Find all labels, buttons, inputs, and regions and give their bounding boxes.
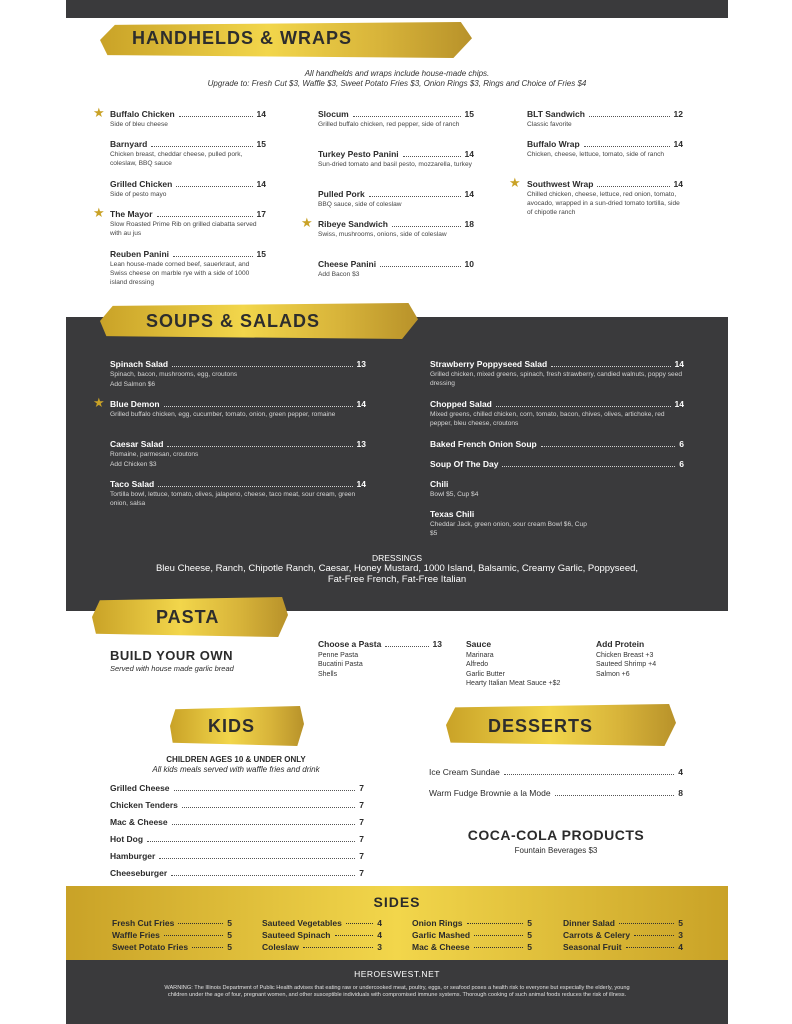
item-name: Dinner Salad bbox=[563, 918, 615, 928]
item-name: Sweet Potato Fries bbox=[112, 942, 189, 952]
protein-option: Chicken Breast +3 bbox=[596, 651, 654, 659]
star-icon: ★ bbox=[93, 105, 105, 120]
item-desc: Romaine, parmesan, croutons bbox=[110, 451, 199, 458]
side-item bbox=[563, 918, 683, 928]
sides-section bbox=[66, 886, 728, 960]
menu-item bbox=[527, 109, 683, 129]
menu-page bbox=[66, 0, 728, 1024]
item-price: 15 bbox=[256, 249, 266, 259]
item-price: 18 bbox=[464, 219, 474, 229]
coke-title: COCA-COLA PRODUCTS bbox=[467, 827, 645, 843]
dessert-item bbox=[429, 788, 683, 798]
menu-item bbox=[430, 399, 684, 428]
item-price: 13 bbox=[356, 439, 366, 449]
item-price: 5 bbox=[227, 942, 232, 952]
website-link[interactable]: HEROESWEST.NET bbox=[354, 969, 440, 979]
item-price: 4 bbox=[678, 942, 683, 952]
item-desc: Chicken, cheese, lettuce, tomato, side of ranch bbox=[527, 151, 665, 158]
side-item bbox=[112, 918, 232, 928]
kids-item bbox=[110, 834, 364, 844]
item-price: 7 bbox=[359, 817, 364, 827]
menu-item bbox=[110, 209, 266, 238]
item-desc: Spinach, bacon, mushrooms, egg, croutons bbox=[110, 371, 238, 378]
item-price: 12 bbox=[673, 109, 683, 119]
choose-pasta-head: Choose a Pasta bbox=[318, 639, 382, 649]
item-price: 7 bbox=[359, 800, 364, 810]
item-name: Grilled Cheese bbox=[110, 783, 170, 793]
item-name: Seasonal Fruit bbox=[563, 942, 622, 952]
menu-item bbox=[527, 179, 683, 217]
item-price: 5 bbox=[227, 918, 232, 928]
menu-item bbox=[318, 149, 474, 169]
item-name: Carrots & Celery bbox=[563, 930, 631, 940]
item-name: Soup Of The Day bbox=[430, 459, 499, 469]
item-name: Cheese Panini bbox=[318, 259, 377, 269]
handhelds-title: HANDHELDS & WRAPS bbox=[132, 28, 353, 48]
side-item bbox=[412, 942, 532, 952]
menu-item bbox=[430, 509, 590, 538]
kids-item bbox=[110, 851, 364, 861]
side-item bbox=[412, 930, 532, 940]
side-item bbox=[112, 930, 232, 940]
menu-item bbox=[527, 139, 683, 159]
item-price: 4 bbox=[678, 767, 683, 777]
item-price: 5 bbox=[527, 918, 532, 928]
sauce-option: Hearty Italian Meat Sauce +$2 bbox=[466, 680, 561, 687]
health-warning-2: children under the age of four, pregnant women, and other susceptible individuals with compromised immune systems. Thorough cooking of such animal foods reduces the risk of illness. bbox=[167, 992, 627, 998]
menu-item bbox=[318, 189, 474, 209]
item-price: 6 bbox=[679, 439, 684, 449]
side-item bbox=[262, 930, 382, 940]
item-price: 14 bbox=[673, 179, 683, 189]
side-item bbox=[563, 930, 683, 940]
item-price: 14 bbox=[356, 479, 366, 489]
menu-item bbox=[318, 259, 474, 279]
item-desc: Grilled buffalo chicken, red pepper, side of ranch bbox=[318, 121, 460, 128]
item-name: Spinach Salad bbox=[110, 359, 169, 369]
menu-item bbox=[430, 359, 684, 388]
item-name: Slocum bbox=[318, 109, 349, 119]
menu-item bbox=[110, 249, 266, 287]
menu-item bbox=[430, 439, 684, 449]
item-price: 4 bbox=[377, 918, 382, 928]
item-price: 5 bbox=[678, 918, 683, 928]
item-name: Fresh Cut Fries bbox=[112, 918, 175, 928]
item-name: Blue Demon bbox=[110, 399, 160, 409]
soups-title: SOUPS & SALADS bbox=[146, 311, 321, 331]
side-item bbox=[112, 942, 232, 952]
item-price: 14 bbox=[464, 149, 474, 159]
dessert-item bbox=[429, 767, 683, 777]
item-name: Waffle Fries bbox=[112, 930, 160, 940]
item-name: Onion Rings bbox=[412, 918, 463, 928]
item-name: Taco Salad bbox=[110, 479, 155, 489]
side-item bbox=[262, 918, 382, 928]
item-name: Mac & Cheese bbox=[412, 942, 470, 952]
build-your-own: BUILD YOUR OWN bbox=[110, 648, 234, 663]
item-desc: Tortilla bowl, lettuce, tomato, olives, jalapeno, cheese, taco meat, sour cream, green onion, salsa bbox=[110, 491, 356, 507]
menu-item bbox=[318, 109, 474, 129]
item-price: 14 bbox=[464, 189, 474, 199]
choose-pasta-price: 13 bbox=[432, 639, 442, 649]
item-price: 8 bbox=[678, 788, 683, 798]
handhelds-upgrade-note: Upgrade to: Fresh Cut $3, Waffle $3, Sweet Potato Fries $3, Onion Rings $3, Rings and Choice of Fries $4 bbox=[207, 79, 587, 88]
item-desc: Side of pesto mayo bbox=[110, 191, 167, 198]
kids-item bbox=[110, 783, 364, 793]
item-name: Cheeseburger bbox=[110, 868, 168, 878]
menu-item bbox=[430, 459, 684, 469]
item-name: Buffalo Chicken bbox=[110, 109, 175, 119]
pasta-option: Penne Pasta bbox=[318, 651, 359, 659]
sides-title: SIDES bbox=[373, 894, 421, 910]
item-price: 14 bbox=[674, 399, 684, 409]
protein-head: Add Protein bbox=[596, 639, 645, 649]
menu-item bbox=[110, 139, 266, 168]
menu-item bbox=[318, 219, 474, 239]
item-name: Barnyard bbox=[110, 139, 148, 149]
item-name: Hot Dog bbox=[110, 834, 144, 844]
item-desc: Bowl $5, Cup $4 bbox=[430, 491, 479, 498]
menu-item bbox=[110, 479, 366, 508]
item-price: 6 bbox=[679, 459, 684, 469]
dressings-list-2: Fat-Free French, Fat-Free Italian bbox=[327, 574, 467, 585]
item-desc: Add Bacon $3 bbox=[318, 271, 360, 278]
item-desc: Lean house-made corned beef, sauerkraut, and Swiss cheese on marble rye with a side of 1000 island dressing bbox=[110, 261, 250, 286]
item-name: Warm Fudge Brownie a la Mode bbox=[429, 788, 551, 798]
item-price: 15 bbox=[256, 139, 266, 149]
star-icon: ★ bbox=[509, 175, 521, 190]
coke-sub: Fountain Beverages $3 bbox=[514, 846, 598, 855]
item-desc: Sun-dried tomato and basil pesto, mozzarella, turkey bbox=[318, 161, 472, 168]
item-price: 3 bbox=[678, 930, 683, 940]
item-desc: Chicken breast, cheddar cheese, pulled pork, coleslaw, BBQ sauce bbox=[110, 151, 243, 167]
top-bar bbox=[66, 0, 728, 18]
side-item bbox=[262, 942, 382, 952]
menu-item bbox=[110, 359, 366, 389]
sauce-option: Alfredo bbox=[466, 661, 489, 668]
item-name: Caesar Salad bbox=[110, 439, 164, 449]
item-desc: Chilled chicken, cheese, lettuce, red onion, tomato, avocado, wrapped in a sun-dried tomato tortilla, side of chipotle ranch bbox=[527, 191, 680, 216]
item-name: Coleslaw bbox=[262, 942, 299, 952]
item-name: Southwest Wrap bbox=[527, 179, 594, 189]
item-desc: Slow Roasted Prime Rib on grilled ciabatta served with au jus bbox=[110, 221, 257, 237]
item-desc: Mixed greens, chilled chicken, corn, tomato, bacon, chives, olives, artichoke, red pepper, bleu cheese, croutons bbox=[430, 411, 665, 427]
item-name: Texas Chili bbox=[430, 509, 475, 519]
item-desc: Swiss, mushrooms, onions, side of coleslaw bbox=[318, 231, 447, 238]
item-desc: Grilled buffalo chicken, egg, cucumber, tomato, onion, green pepper, romaine bbox=[110, 411, 336, 418]
menu-item bbox=[110, 399, 366, 419]
item-desc: Grilled chicken, mixed greens, spinach, fresh strawberry, candied walnuts, poppy seed dressing bbox=[430, 371, 683, 387]
item-price: 10 bbox=[464, 259, 474, 269]
item-price: 7 bbox=[359, 834, 364, 844]
kids-item bbox=[110, 800, 364, 810]
choose-pasta bbox=[318, 640, 442, 679]
item-name: Garlic Mashed bbox=[412, 930, 471, 940]
menu-item bbox=[430, 479, 684, 499]
build-sub: Served with house made garlic bread bbox=[110, 664, 234, 673]
item-name: Turkey Pesto Panini bbox=[318, 149, 399, 159]
item-desc: BBQ sauce, side of coleslaw bbox=[318, 201, 402, 208]
item-price: 17 bbox=[256, 209, 266, 219]
kids-item bbox=[110, 817, 364, 827]
kids-title: KIDS bbox=[208, 716, 256, 736]
item-desc: Cheddar Jack, green onion, sour cream Bowl $6, Cup $5 bbox=[430, 521, 587, 537]
protein-option: Salmon +6 bbox=[596, 670, 630, 678]
item-name: Mac & Cheese bbox=[110, 817, 168, 827]
kids-age-note: CHILDREN AGES 10 & UNDER ONLY bbox=[166, 755, 306, 764]
item-desc: Classic favorite bbox=[527, 121, 572, 128]
sauce-option: Marinara bbox=[466, 651, 494, 659]
sauce-option: Garlic Butter bbox=[466, 670, 505, 678]
star-icon: ★ bbox=[301, 215, 313, 230]
item-name: Baked French Onion Soup bbox=[430, 439, 537, 449]
item-name: Ice Cream Sundae bbox=[429, 767, 500, 777]
item-desc: Side of bleu cheese bbox=[110, 121, 168, 128]
dressings-title: DRESSINGS bbox=[371, 553, 423, 563]
item-name: Chili bbox=[430, 479, 449, 489]
item-name: BLT Sandwich bbox=[527, 109, 585, 119]
item-name: Ribeye Sandwich bbox=[318, 219, 388, 229]
item-price: 7 bbox=[359, 851, 364, 861]
menu-item bbox=[110, 179, 266, 199]
item-price: 5 bbox=[527, 930, 532, 940]
item-name: Grilled Chicken bbox=[110, 179, 173, 189]
item-name: Pulled Pork bbox=[318, 189, 365, 199]
pasta-option: Shells bbox=[318, 670, 338, 678]
item-desc: Add Chicken $3 bbox=[110, 461, 157, 468]
item-name: Sauteed Spinach bbox=[262, 930, 331, 940]
item-price: 13 bbox=[356, 359, 366, 369]
sauce-options bbox=[466, 640, 586, 689]
menu-item bbox=[110, 109, 266, 129]
handhelds-note: All handhelds and wraps include house-made chips. bbox=[304, 69, 490, 78]
item-name: Chicken Tenders bbox=[110, 800, 178, 810]
item-price: 3 bbox=[377, 942, 382, 952]
item-name: Sauteed Vegetables bbox=[262, 918, 342, 928]
protein-options bbox=[596, 640, 696, 679]
item-price: 7 bbox=[359, 783, 364, 793]
side-item bbox=[412, 918, 532, 928]
sauce-head: Sauce bbox=[466, 639, 492, 649]
item-desc: Add Salmon $6 bbox=[110, 381, 156, 388]
item-name: Buffalo Wrap bbox=[527, 139, 580, 149]
item-name: Chopped Salad bbox=[430, 399, 492, 409]
item-name: Strawberry Poppyseed Salad bbox=[430, 359, 548, 369]
item-price: 14 bbox=[673, 139, 683, 149]
menu-item bbox=[110, 439, 366, 469]
item-price: 5 bbox=[227, 930, 232, 940]
health-warning: WARNING: The Illinois Department of Public Health advises that eating raw or undercooked meat, poultry, eggs, or seafood poses a health risk to everyone but especially the elderly, young bbox=[164, 985, 630, 991]
item-name: Hamburger bbox=[110, 851, 156, 861]
item-price: 7 bbox=[359, 868, 364, 878]
protein-option: Sauteed Shrimp +4 bbox=[596, 661, 657, 668]
footer bbox=[66, 960, 728, 1024]
item-price: 15 bbox=[464, 109, 474, 119]
item-name: Reuben Panini bbox=[110, 249, 170, 259]
item-price: 14 bbox=[674, 359, 684, 369]
pasta-title: PASTA bbox=[156, 607, 220, 627]
desserts-title: DESSERTS bbox=[488, 716, 594, 736]
item-price: 4 bbox=[377, 930, 382, 940]
dressings-list: Bleu Cheese, Ranch, Chipotle Ranch, Caesar, Honey Mustard, 1000 Island, Balsamic, Creamy Garlic, Poppyseed, bbox=[155, 563, 639, 574]
item-price: 14 bbox=[256, 109, 266, 119]
item-price: 14 bbox=[256, 179, 266, 189]
item-name: The Mayor bbox=[110, 209, 153, 219]
item-price: 5 bbox=[527, 942, 532, 952]
star-icon: ★ bbox=[93, 205, 105, 220]
pasta-option: Bucatini Pasta bbox=[318, 661, 363, 668]
kids-item bbox=[110, 868, 364, 878]
kids-note: All kids meals served with waffle fries and drink bbox=[152, 765, 320, 774]
star-icon: ★ bbox=[93, 395, 105, 410]
soups-section bbox=[66, 317, 728, 611]
side-item bbox=[563, 942, 683, 952]
item-price: 14 bbox=[356, 399, 366, 409]
